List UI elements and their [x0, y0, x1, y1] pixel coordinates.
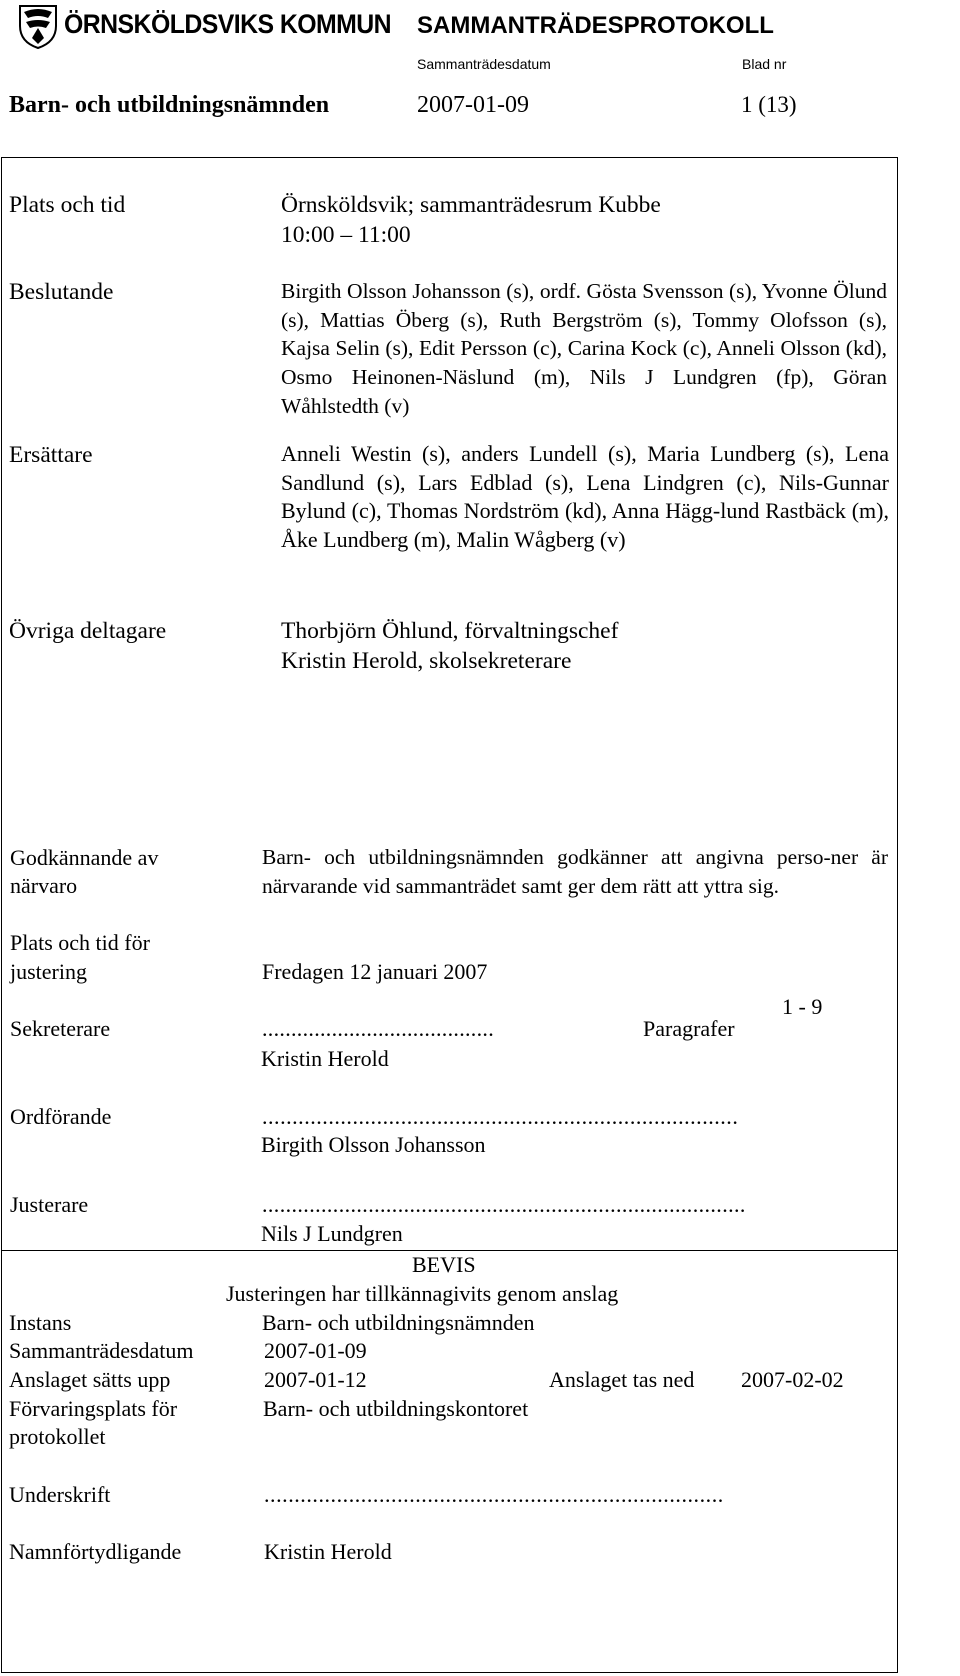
org-name: ÖRNSKÖLDSVIKS KOMMUN	[64, 9, 392, 39]
bevis-subtitle: Justeringen har tillkännagivits genom anslag	[226, 1281, 619, 1306]
name-clarification-value: Kristin Herold	[264, 1539, 392, 1564]
paragraphs-value: 1 - 9	[782, 994, 823, 1019]
secretary-label: Sekreterare	[10, 1016, 111, 1041]
date-caption: Sammanträdesdatum	[417, 56, 551, 72]
storage-label: Förvaringsplats för	[9, 1396, 178, 1421]
adjustment-label: Plats och tid för	[10, 930, 150, 955]
instance-value: Barn- och utbildningsnämnden	[262, 1310, 535, 1335]
deciding-members: Birgith Olsson Johansson (s), ordf. Gösta Svensson (s), Yvonne Ölund (s), Mattias Öberg (s), Ruth Bergström (s), Tommy Olofsson (s), Kajsa Selin (s), Edit Persson (c), Carina Kock (c), Anneli Olsson (kd), Osmo Heinonen-Näslund (m), Nils J Lundgren (fp), Göran Wåhlstedth (v)	[281, 279, 887, 418]
deciding-label: Beslutande	[9, 279, 114, 305]
paragraphs-label: Paragrafer	[643, 1016, 735, 1041]
posted-value: 2007-01-12	[264, 1367, 367, 1392]
adjustment-value: Fredagen 12 januari 2007	[262, 959, 488, 984]
chair-name: Birgith Olsson Johansson	[261, 1132, 486, 1157]
instance-label: Instans	[9, 1310, 72, 1335]
signature-label: Underskrift	[9, 1482, 111, 1507]
substitutes-members: Anneli Westin (s), anders Lundell (s), Maria Lundberg (s), Lena Sandlund (s), Lars Edblad (s), Lena Lindgren (c), Nils-Gunnar Bylund (c), Thomas Nordström (kd), Anna Hägg-lund Rastbäck (m), Åke Lundberg (m), Malin Wågberg (v)	[281, 441, 889, 553]
meeting-date: 2007-01-09	[417, 92, 529, 118]
removed-label: Anslaget tas ned	[549, 1367, 695, 1392]
secretary-signature-line: ........................................	[262, 1016, 494, 1041]
storage-label: protokollet	[9, 1424, 106, 1449]
page-number: 1 (13)	[741, 92, 797, 117]
signature-line: ............................................................................	[264, 1482, 724, 1507]
chair-signature-line: ...............................................................................	[262, 1104, 739, 1129]
place-value: Örnsköldsvik; sammanträdesrum Kubbe	[281, 192, 661, 218]
approval-text: Barn- och utbildningsnämnden godkänner att angivna perso-ner är närvarande vid sammanträdet samt ger dem rätt att yttra sig.	[262, 845, 888, 898]
approval-label: Godkännande av	[10, 845, 159, 870]
municipality-crest-icon	[18, 4, 58, 50]
chair-label: Ordförande	[10, 1104, 112, 1129]
others-member: Kristin Herold, skolsekreterare	[281, 648, 572, 674]
page-caption: Blad nr	[742, 56, 787, 72]
adjustment-label: justering	[10, 959, 87, 984]
removed-value: 2007-02-02	[741, 1367, 844, 1392]
time-value: 10:00 – 11:00	[281, 222, 411, 248]
place-label: Plats och tid	[9, 192, 126, 218]
others-label: Övriga deltagare	[9, 618, 167, 644]
substitutes-label: Ersättare	[9, 442, 93, 468]
meeting-date-value: 2007-01-09	[264, 1338, 367, 1363]
secretary-name: Kristin Herold	[261, 1046, 389, 1071]
approval-label: närvaro	[10, 873, 78, 898]
document-type: SAMMANTRÄDESPROTOKOLL	[417, 12, 774, 39]
adjuster-name: Nils J Lundgren	[261, 1221, 403, 1246]
posted-label: Anslaget sätts upp	[9, 1367, 171, 1392]
committee-name: Barn- och utbildningsnämnden	[9, 92, 330, 118]
others-member: Thorbjörn Öhlund, förvaltningschef	[281, 618, 619, 644]
bevis-title: BEVIS	[412, 1252, 476, 1277]
adjuster-signature-line: ..................................................................................	[262, 1192, 746, 1217]
name-clarification-label: Namnförtydligande	[9, 1539, 182, 1564]
adjuster-label: Justerare	[10, 1192, 89, 1217]
meeting-date-label: Sammanträdesdatum	[9, 1338, 194, 1363]
storage-value: Barn- och utbildningskontoret	[263, 1396, 529, 1421]
